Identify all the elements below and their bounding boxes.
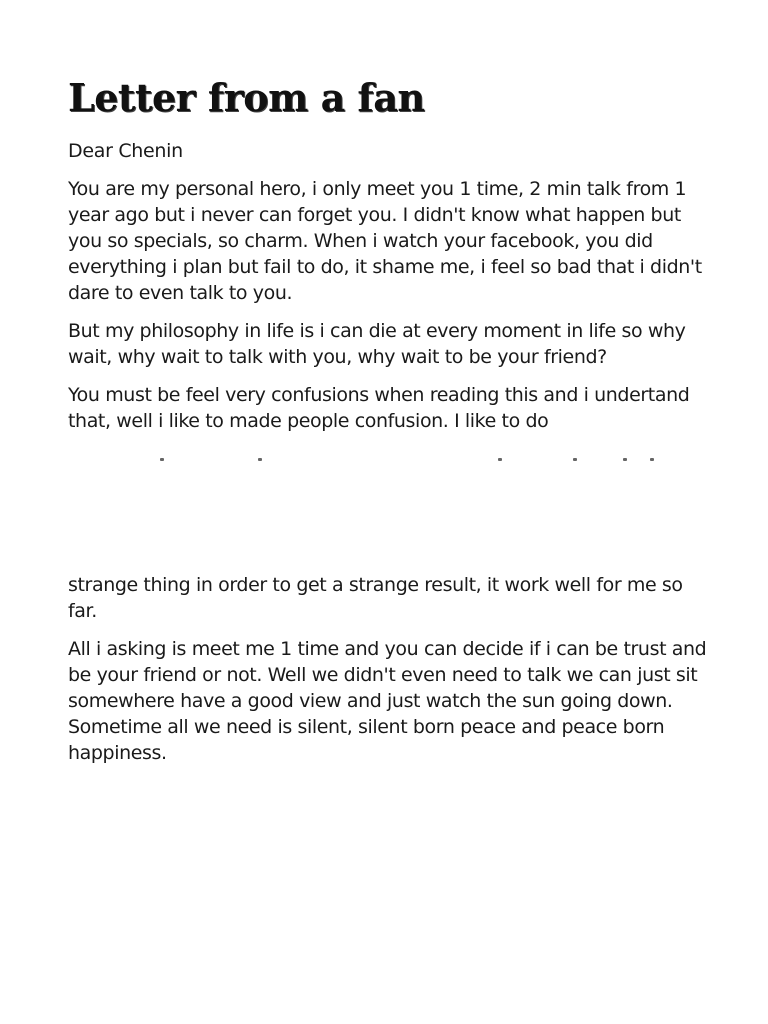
- letter-paragraph-4: All i asking is meet me 1 time and you can decide if i can be trust and be your friend or not. Well we didn't even need to talk we can just sit somewhere have a good view and just watch the sun going down. Sometime all we need is silent, silent born peace and peace born happiness.: [68, 638, 707, 764]
- letter-greeting: Dear Chenin: [68, 140, 183, 162]
- letter-paragraph-3-start: You must be feel very confusions when reading this and i undertand that, well i like to made people confusion. I like to do: [68, 384, 690, 432]
- letter-title: Letter from a fan: [68, 75, 425, 120]
- page-break-gap: [68, 434, 708, 572]
- letter-paragraph-3-end: strange thing in order to get a strange result, it work well for me so far.: [68, 574, 683, 622]
- letter-paragraph-2: But my philosophy in life is i can die at every moment in life so why wait, why wait to talk with you, why wait to be your friend?: [68, 320, 686, 368]
- letter-paragraph-1: You are my personal hero, i only meet you 1 time, 2 min talk from 1 year ago but i never can forget you. I didn't know what happen but you so specials, so charm. When i watch your facebook, you did everything i plan but fail to do, it shame me, i feel so bad that i didn't dare to even talk to you.: [68, 178, 702, 304]
- letter-page: [68, 70, 708, 766]
- page-break-fragments: [68, 458, 708, 466]
